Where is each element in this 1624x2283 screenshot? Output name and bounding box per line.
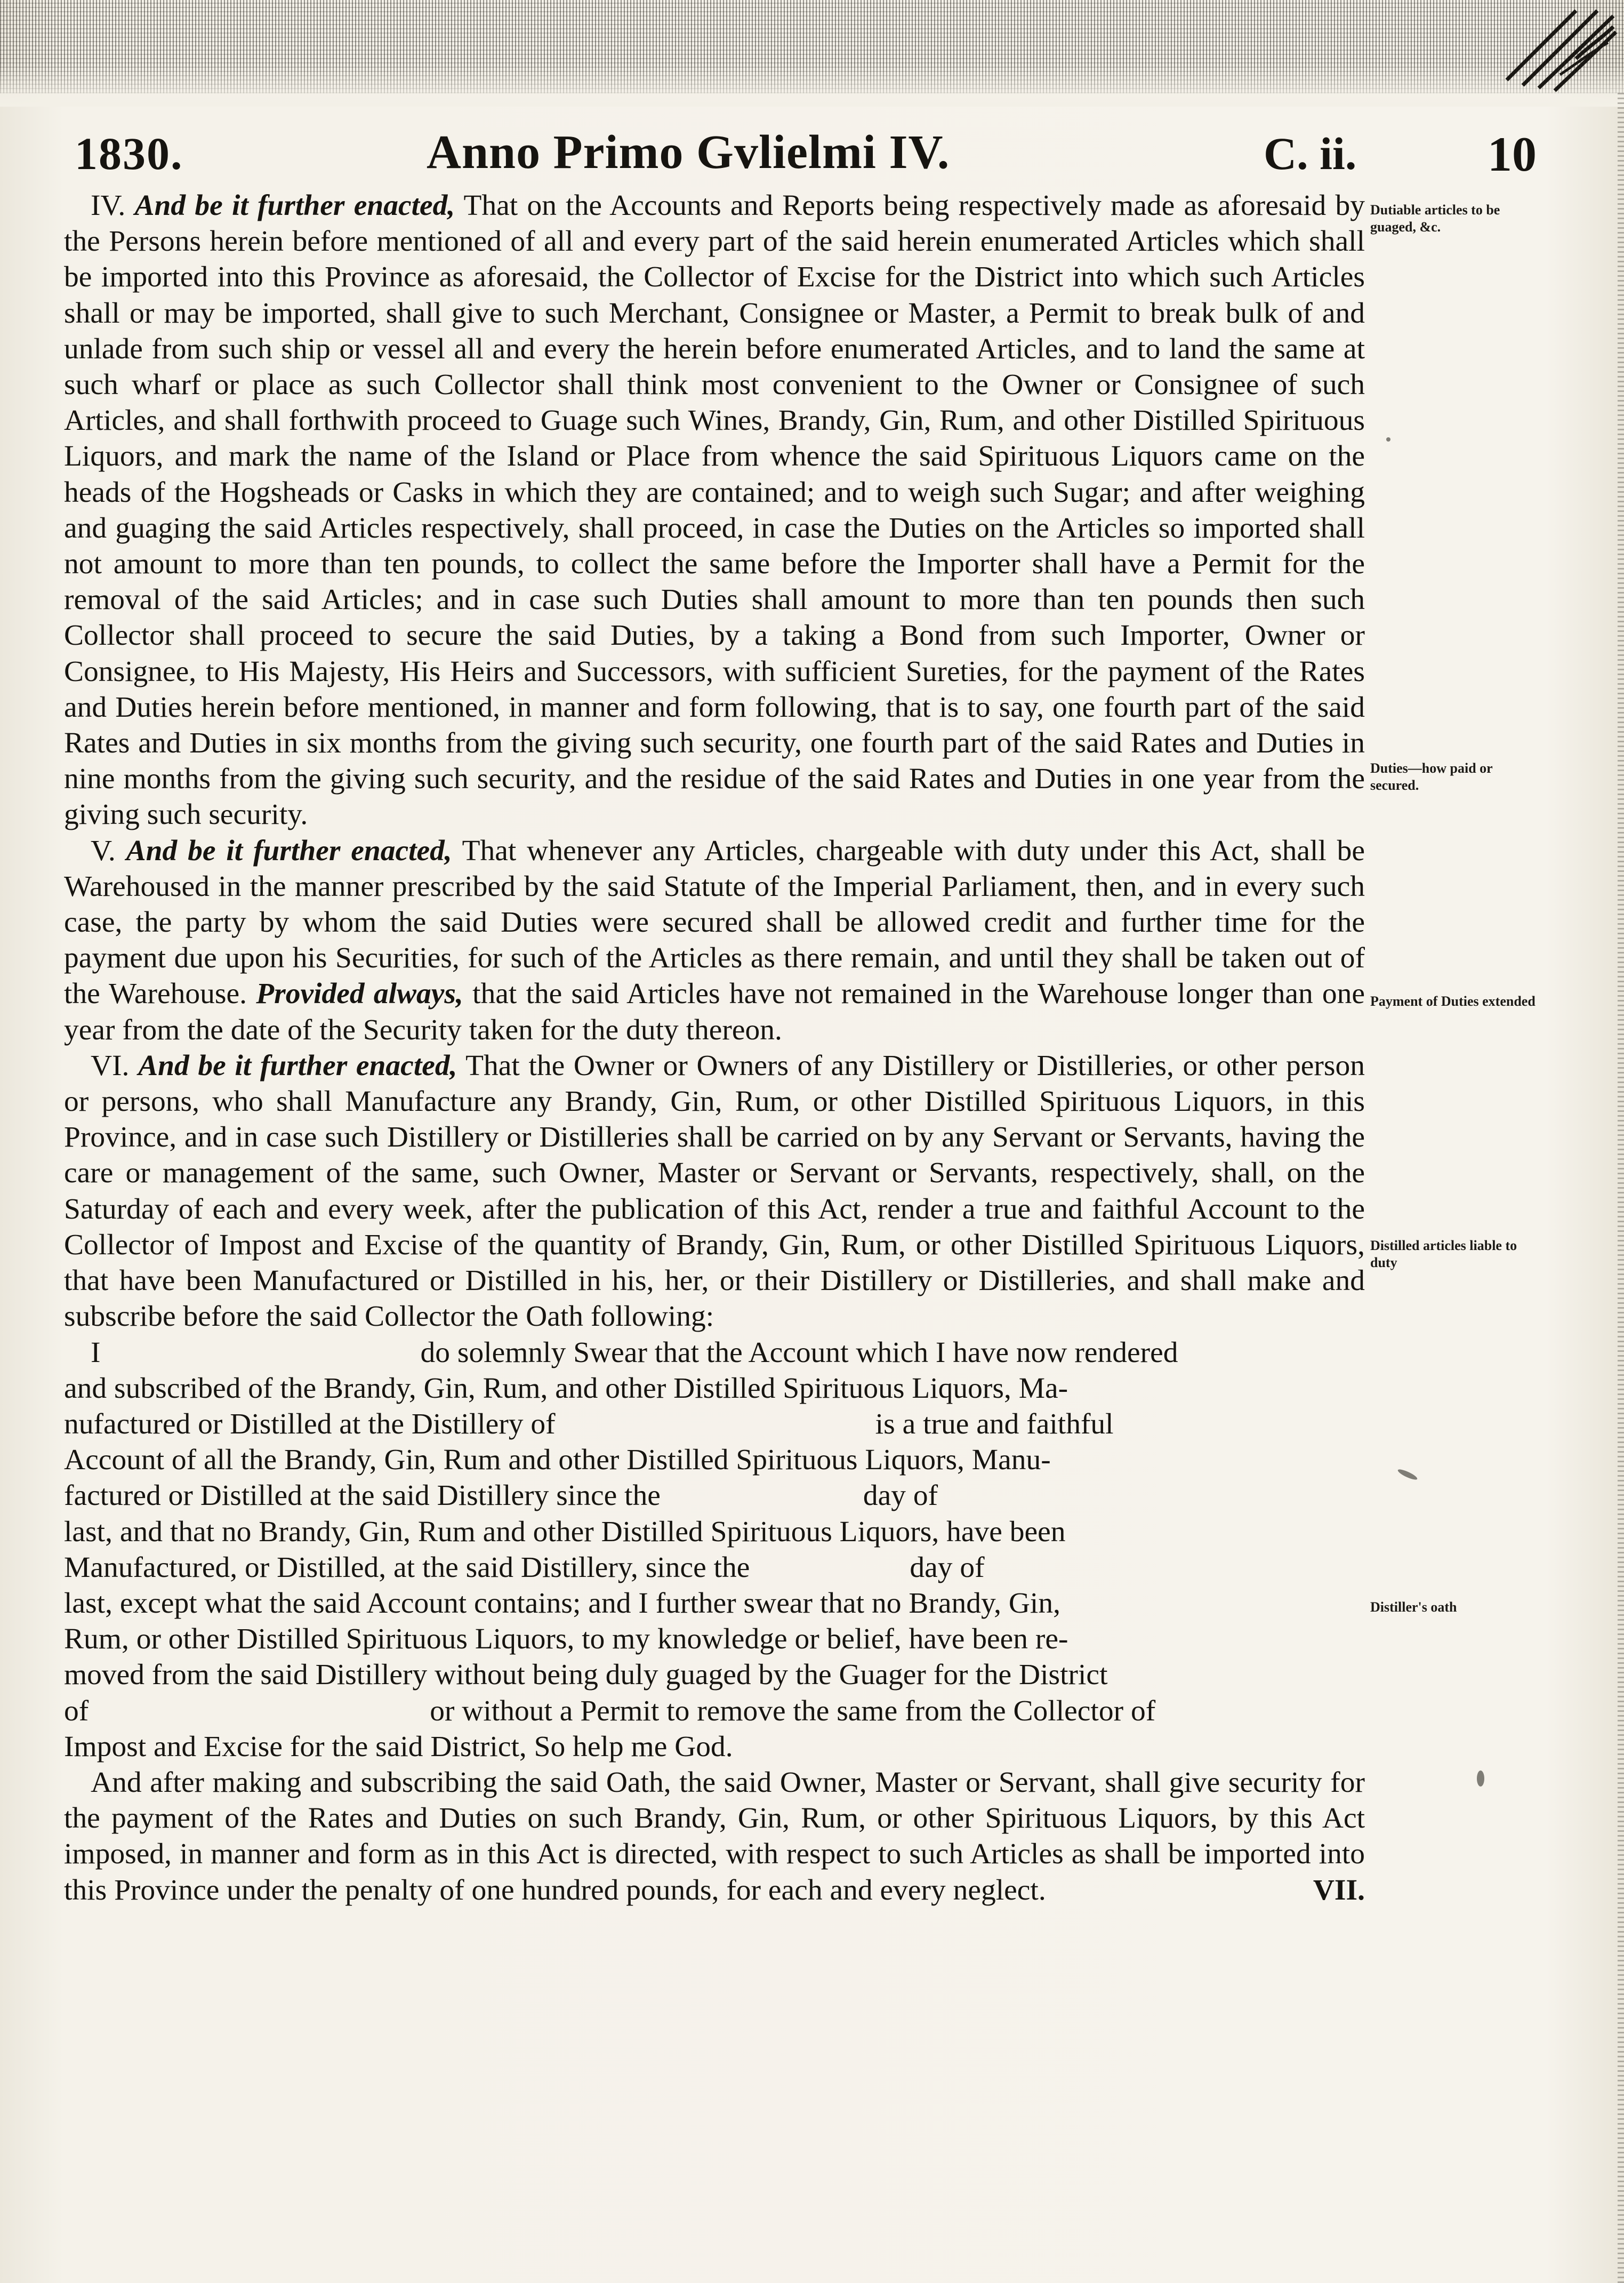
margin-note-duties-secured: Duties—how paid or secured.: [1370, 760, 1493, 793]
oath-line: [64, 1693, 1365, 1729]
header-chapter: C. ii.: [1264, 128, 1357, 179]
distiller-oath: [64, 1335, 1365, 1765]
oath-line-7-start: Manufactured, or Distilled, at the said Distillery, since the: [64, 1551, 750, 1584]
oath-line-11-end: or without a Permit to remove the same from the Collector of: [430, 1694, 1156, 1727]
section-v-text-before: That whenever any Articles, chargeable with duty under this Act, shall be Warehoused in the manner prescribed by the said Statute of the Imperial Parliament, then, and in every such case, the party by whom the said Duties were secured shall be allowed credit and further time for the payment due upon his Securities, for such of the Articles as there remain, and until they shall be taken out of the Warehouse.: [64, 834, 1365, 1011]
section-v-text-after: that the said Articles have not remained in the Warehouse longer than one year from the date of the Security taken for the duty thereon.: [64, 978, 1365, 1046]
section-vi-text: That the Owner or Owners of any Distillery or Distilleries, or other person or persons, who shall Manufacture any Brandy, Gin, Rum, or other Distilled Spirituous Liquors, in this Province, and in case such Distillery or Distilleries shall be carried on by any Servant or Servants, having the care or management of the same, such Owner, Master or Servant or Servants, respectively, shall, on the Saturday of each and every week, after the publication of this Act, render a true and faithful Account to the Collector of Impost and Excise of the quantity of Brandy, Gin, Rum, or other Distilled Spirituous Liquors, that have been Manufactured or Distilled in his, her, or their Distillery or Distilleries, and shall make and subscribe before the said Collector the Oath following:: [64, 1049, 1365, 1333]
header-page-number: 10: [1488, 127, 1537, 181]
running-header: [0, 122, 1624, 186]
section-v: [64, 833, 1365, 1048]
section-iv-text: That on the Accounts and Reports being respectively made as aforesaid by the Persons herein before mentioned of all and every part of the said herein enumerated Articles which shall be imported into this Province as aforesaid, the Collector of Excise for the District into which such Articles shall or may be imported, shall give to such Merchant, Consignee or Master, a Permit to break bulk of and unlade from such ship or vessel all and every the herein before enumerated Articles, and to land the same at such wharf or place as such Collector shall think most convenient to the Owner or Consignee of such Articles, and shall forthwith proceed to Guage such Wines, Brandy, Gin, Rum, and other Distilled Spirituous Liquors, and mark the name of the Island or Place from whence the said Spirituous Liquors came on the heads of the Hogsheads or Casks in which they are contained; and to weigh such Sugar; and after weighing and guaging the said Articles respectively, shall proceed, in case the Duties on the Articles so imported shall not amount to more than ten pounds, to collect the same before the Importer shall have a Permit for the removal of the said Articles; and in case such Duties shall amount to more than ten pounds then such Collector shall proceed to secure the said Duties, by a taking a Bond from such Importer, Owner or Consignee, to His Majesty, His Heirs and Successors, with sufficient Sureties, for the payment of the Rates and Duties herein before mentioned, in manner and form following, that is to say, one fourth part of the said Rates and Duties in six months from the giving such security, one fourth part of the said Rates and Duties in nine months from the giving such security, and the residue of the said Rates and Duties in one year from the giving such security.: [64, 189, 1365, 831]
section-v-enacting: And be it further enacted,: [126, 834, 452, 867]
section-v-proviso: Provided always,: [256, 978, 463, 1011]
section-iv-number: IV.: [91, 189, 126, 222]
section-v-number: V.: [91, 834, 116, 867]
margin-note-distilled-articles: Distilled articles liable to duty: [1370, 1238, 1517, 1270]
section-vi-enacting: And be it further enacted,: [138, 1049, 457, 1082]
scan-edge-strip: [1618, 91, 1624, 2283]
ink-smudge: [1386, 437, 1390, 442]
oath-line-7-end: day of: [910, 1551, 985, 1584]
header-year: 1830.: [75, 128, 183, 179]
oath-line: [64, 1406, 1365, 1442]
oath-line: [64, 1335, 1365, 1371]
ink-smudge: [1397, 1468, 1418, 1481]
oath-line: Impost and Excise for the said District, So help me God.: [64, 1730, 733, 1763]
margin-note-payment-extended: Payment of Duties extended: [1370, 994, 1535, 1009]
catchword: VII.: [1313, 1873, 1365, 1906]
oath-line-5-end: day of: [863, 1479, 938, 1512]
oath-line: [64, 1478, 1365, 1513]
oath-line-5-start: factured or Distilled at the said Distillery since the: [64, 1479, 661, 1512]
oath-line: last, and that no Brandy, Gin, Rum and other Distilled Spirituous Liquors, have been: [64, 1515, 1066, 1548]
scan-noise-fade: [0, 64, 1624, 107]
oath-line-3-start: nufactured or Distilled at the Distillery of: [64, 1407, 556, 1440]
margin-note-distillers-oath: Distiller's oath: [1370, 1599, 1457, 1615]
header-title: Anno Primo Gvlielmi IV.: [427, 126, 950, 179]
ink-smudge: [1477, 1771, 1484, 1787]
section-iv: [64, 188, 1365, 833]
oath-line-1-start: I: [91, 1336, 101, 1369]
section-vi: [64, 1048, 1365, 1335]
oath-line-1-end: do solemnly Swear that the Account which I have now rendered: [420, 1336, 1178, 1369]
oath-line: [64, 1550, 1365, 1585]
oath-line: and subscribed of the Brandy, Gin, Rum, and other Distilled Spirituous Liquors, Ma-: [64, 1372, 1068, 1405]
margin-note-dutiable-articles: Dutiable articles to be guaged, &c.: [1370, 202, 1500, 235]
closing-paragraph: [64, 1765, 1365, 1908]
oath-line: moved from the said Distillery without being duly guaged by the Guager for the District: [64, 1659, 1108, 1692]
document-body: [64, 188, 1365, 1908]
section-vi-number: VI.: [91, 1049, 130, 1082]
ink-stamp-icon: [1496, 0, 1619, 93]
section-iv-enacting: And be it further enacted,: [134, 189, 455, 222]
oath-line: last, except what the said Account contains; and I further swear that no Brandy, Gin,: [64, 1587, 1060, 1620]
oath-line-11-start: of: [64, 1694, 89, 1727]
oath-line-3-end: is a true and faithful: [875, 1407, 1114, 1440]
oath-line: Account of all the Brandy, Gin, Rum and other Distilled Spirituous Liquors, Manu-: [64, 1444, 1051, 1477]
closing-text: And after making and subscribing the said Oath, the said Owner, Master or Servant, shall give security for the payment of the Rates and Duties on such Brandy, Gin, Rum, or other Spirituous Liquors, by this Act imposed, in manner and form as in this Act is directed, with respect to such Articles as shall be imported into this Province under the penalty of one hundred pounds, for each and every neglect.: [64, 1766, 1365, 1906]
oath-line: Rum, or other Distilled Spirituous Liquors, to my knowledge or belief, have been re-: [64, 1623, 1068, 1656]
